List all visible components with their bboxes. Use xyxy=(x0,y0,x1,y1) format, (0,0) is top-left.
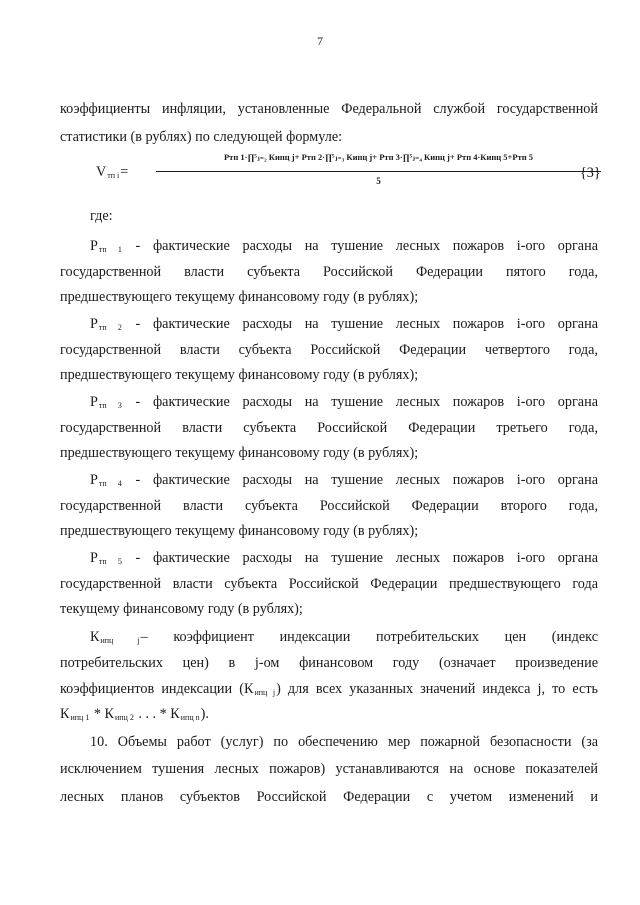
def-3-line-1: $Р_{тп 3}$ - фактические расходы на тушение лесных пожаров i-ого органа xyxy=(90,394,598,410)
intro-line-1: коэффициенты инфляции, установленные Федеральной службой государственной xyxy=(60,101,598,117)
def-5-line-1: $Р_{тп 5}$ - фактические расходы на тушение лесных пожаров i-ого органа xyxy=(90,550,598,566)
kipc-line-2: потребительских цен) в j-ом финансовом году (означает произведение xyxy=(60,655,598,671)
def-5-line-3: текущему финансовому году (в рублях); xyxy=(60,601,303,617)
formula-lhs: $V_{тп i}=$ xyxy=(96,164,129,180)
formula-denominator: 5 xyxy=(376,176,381,186)
def-1-line-3: предшествующего текущему финансовому году (в рублях); xyxy=(60,289,419,305)
def-1-line-2: государственной власти субъекта Российской Федерации пятого года, xyxy=(60,264,598,280)
kipc-line-1: $К_{ипц j}-$ коэффициент индексации потребительских цен (индекс xyxy=(90,629,598,645)
fraction-bar xyxy=(156,171,601,172)
def-4-line-2: государственной власти субъекта Российской Федерации второго года, xyxy=(60,498,598,514)
def-2-line-1: $Р_{тп 2}$ - фактические расходы на тушение лесных пожаров i-ого органа xyxy=(90,316,598,332)
def-3-line-2: государственной власти субъекта Российской Федерации третьего года, xyxy=(60,420,598,436)
formula-numerator: Ртп 1·∏⁵ⱼ₌₂ Кипц j+ Ртп 2·∏⁵ⱼ₌₃ Кипц j+ Ртп 3·∏⁵ⱼ₌₄ Кипц j+ Ртп 4·Кипц 5+Ртп 5 xyxy=(223,152,534,162)
formula-3 xyxy=(96,152,616,196)
def-2-line-3: предшествующего текущему финансовому году (в рублях); xyxy=(60,367,419,383)
where-label: где: xyxy=(90,208,113,224)
def-3-line-3: предшествующего текущему финансовому году (в рублях); xyxy=(60,445,419,461)
intro-line-2: статистики (в рублях) по следующей формуле: xyxy=(60,129,343,145)
p10-line-3: лесных планов субъектов Российской Федерации с учетом изменений и xyxy=(60,789,598,805)
def-5-line-2: государственной власти субъекта Российской Федерации предшествующего года xyxy=(60,576,598,592)
def-4-line-1: $Р_{тп 4}$ - фактические расходы на тушение лесных пожаров i-ого органа xyxy=(90,472,598,488)
def-2-line-2: государственной власти субъекта Российской Федерации четвертого года, xyxy=(60,342,598,358)
page-number: 7 xyxy=(317,34,323,48)
kipc-line-4: $К_{ипц 1} * К_{ипц 2}$ . . . * $К_{ипц n}$). xyxy=(60,706,209,722)
def-1-line-1: $Р_{тп 1}$ - фактические расходы на тушение лесных пожаров i-ого органа xyxy=(90,238,598,254)
p10-line-1: 10. Объемы работ (услуг) по обеспечению мер пожарной безопасности (за xyxy=(90,734,598,750)
p10-line-2: исключением тушения лесных пожаров) устанавливаются на основе показателей xyxy=(60,761,598,777)
equation-number: {3} xyxy=(580,165,601,181)
def-4-line-3: предшествующего текущему финансовому году (в рублях); xyxy=(60,523,419,539)
kipc-line-3: коэффициентов индексации $(К_{ипц j})$ для всех указанных значений индекса j, то есть xyxy=(60,681,598,697)
